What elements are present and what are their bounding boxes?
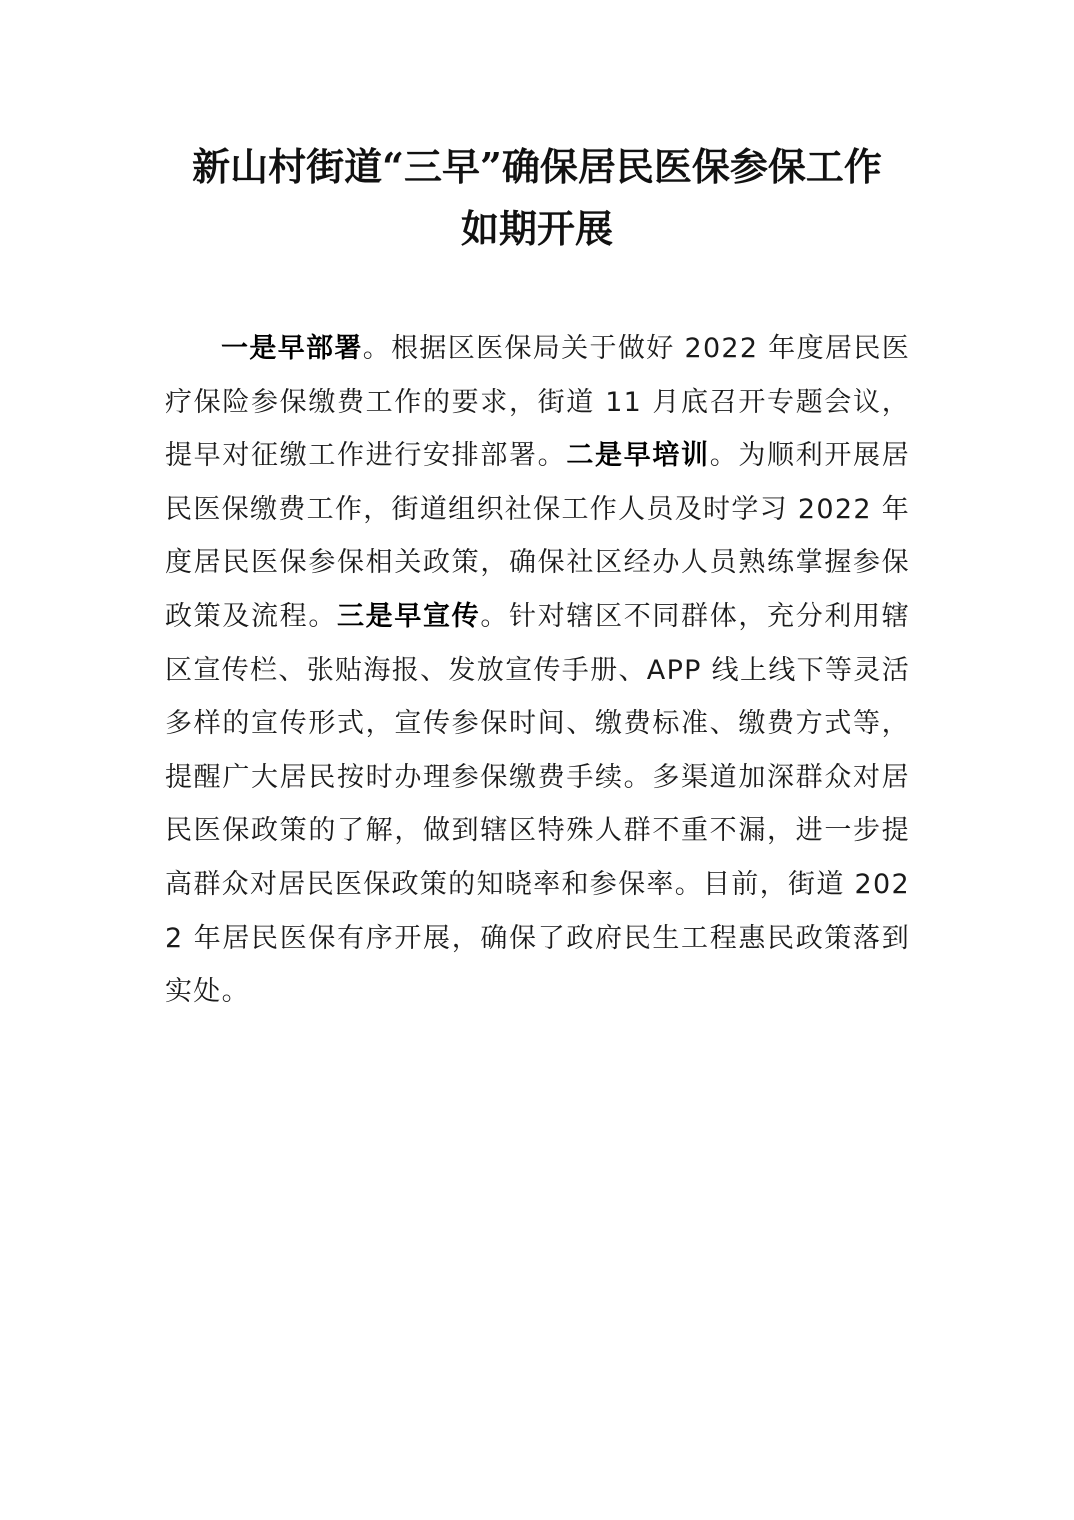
page-title: [150, 136, 924, 260]
heading-early-publicity: 三是早宣传: [337, 600, 481, 632]
text-early-training: 。为顺利开展居民医保缴费工作，街道组织社保工作人员及时学习 2022 年度居民医保参保相关政策，确保社区经办人员熟练掌握参保政策及流程。: [165, 440, 911, 632]
text-early-publicity: 。针对辖区不同群体，充分利用辖区宣传栏、张贴海报、发放宣传手册、APP 线上线下等灵活多样的宣传形式，宣传参保时间、缴费标准、缴费方式等，提醒广大居民按时办理参保缴费手续。多渠道加深群众对居民医保政策的了解，做到辖区特殊人群不重不漏，进一步提高群众对居民医保政策的知晓率和参保率。目前，街道 2022 年居民医保有序开展，确保了政府民生工程惠民政策落到实处。: [165, 600, 911, 1008]
title-line-1: 新山村街道“三早”确保居民医保参保工作: [192, 144, 882, 189]
heading-early-deployment: 一是早部署: [221, 333, 363, 364]
title-line-2: 如期开展: [460, 206, 613, 251]
body-paragraph: [165, 322, 910, 1019]
text-early-deployment: 。根据区医保局关于做好 2022 年度居民医疗保险参保缴费工作的要求，街道 11 月底召开专题会议，提早对征缴工作进行安排部署。: [165, 333, 910, 472]
heading-early-training: 二是早培训: [566, 440, 710, 472]
